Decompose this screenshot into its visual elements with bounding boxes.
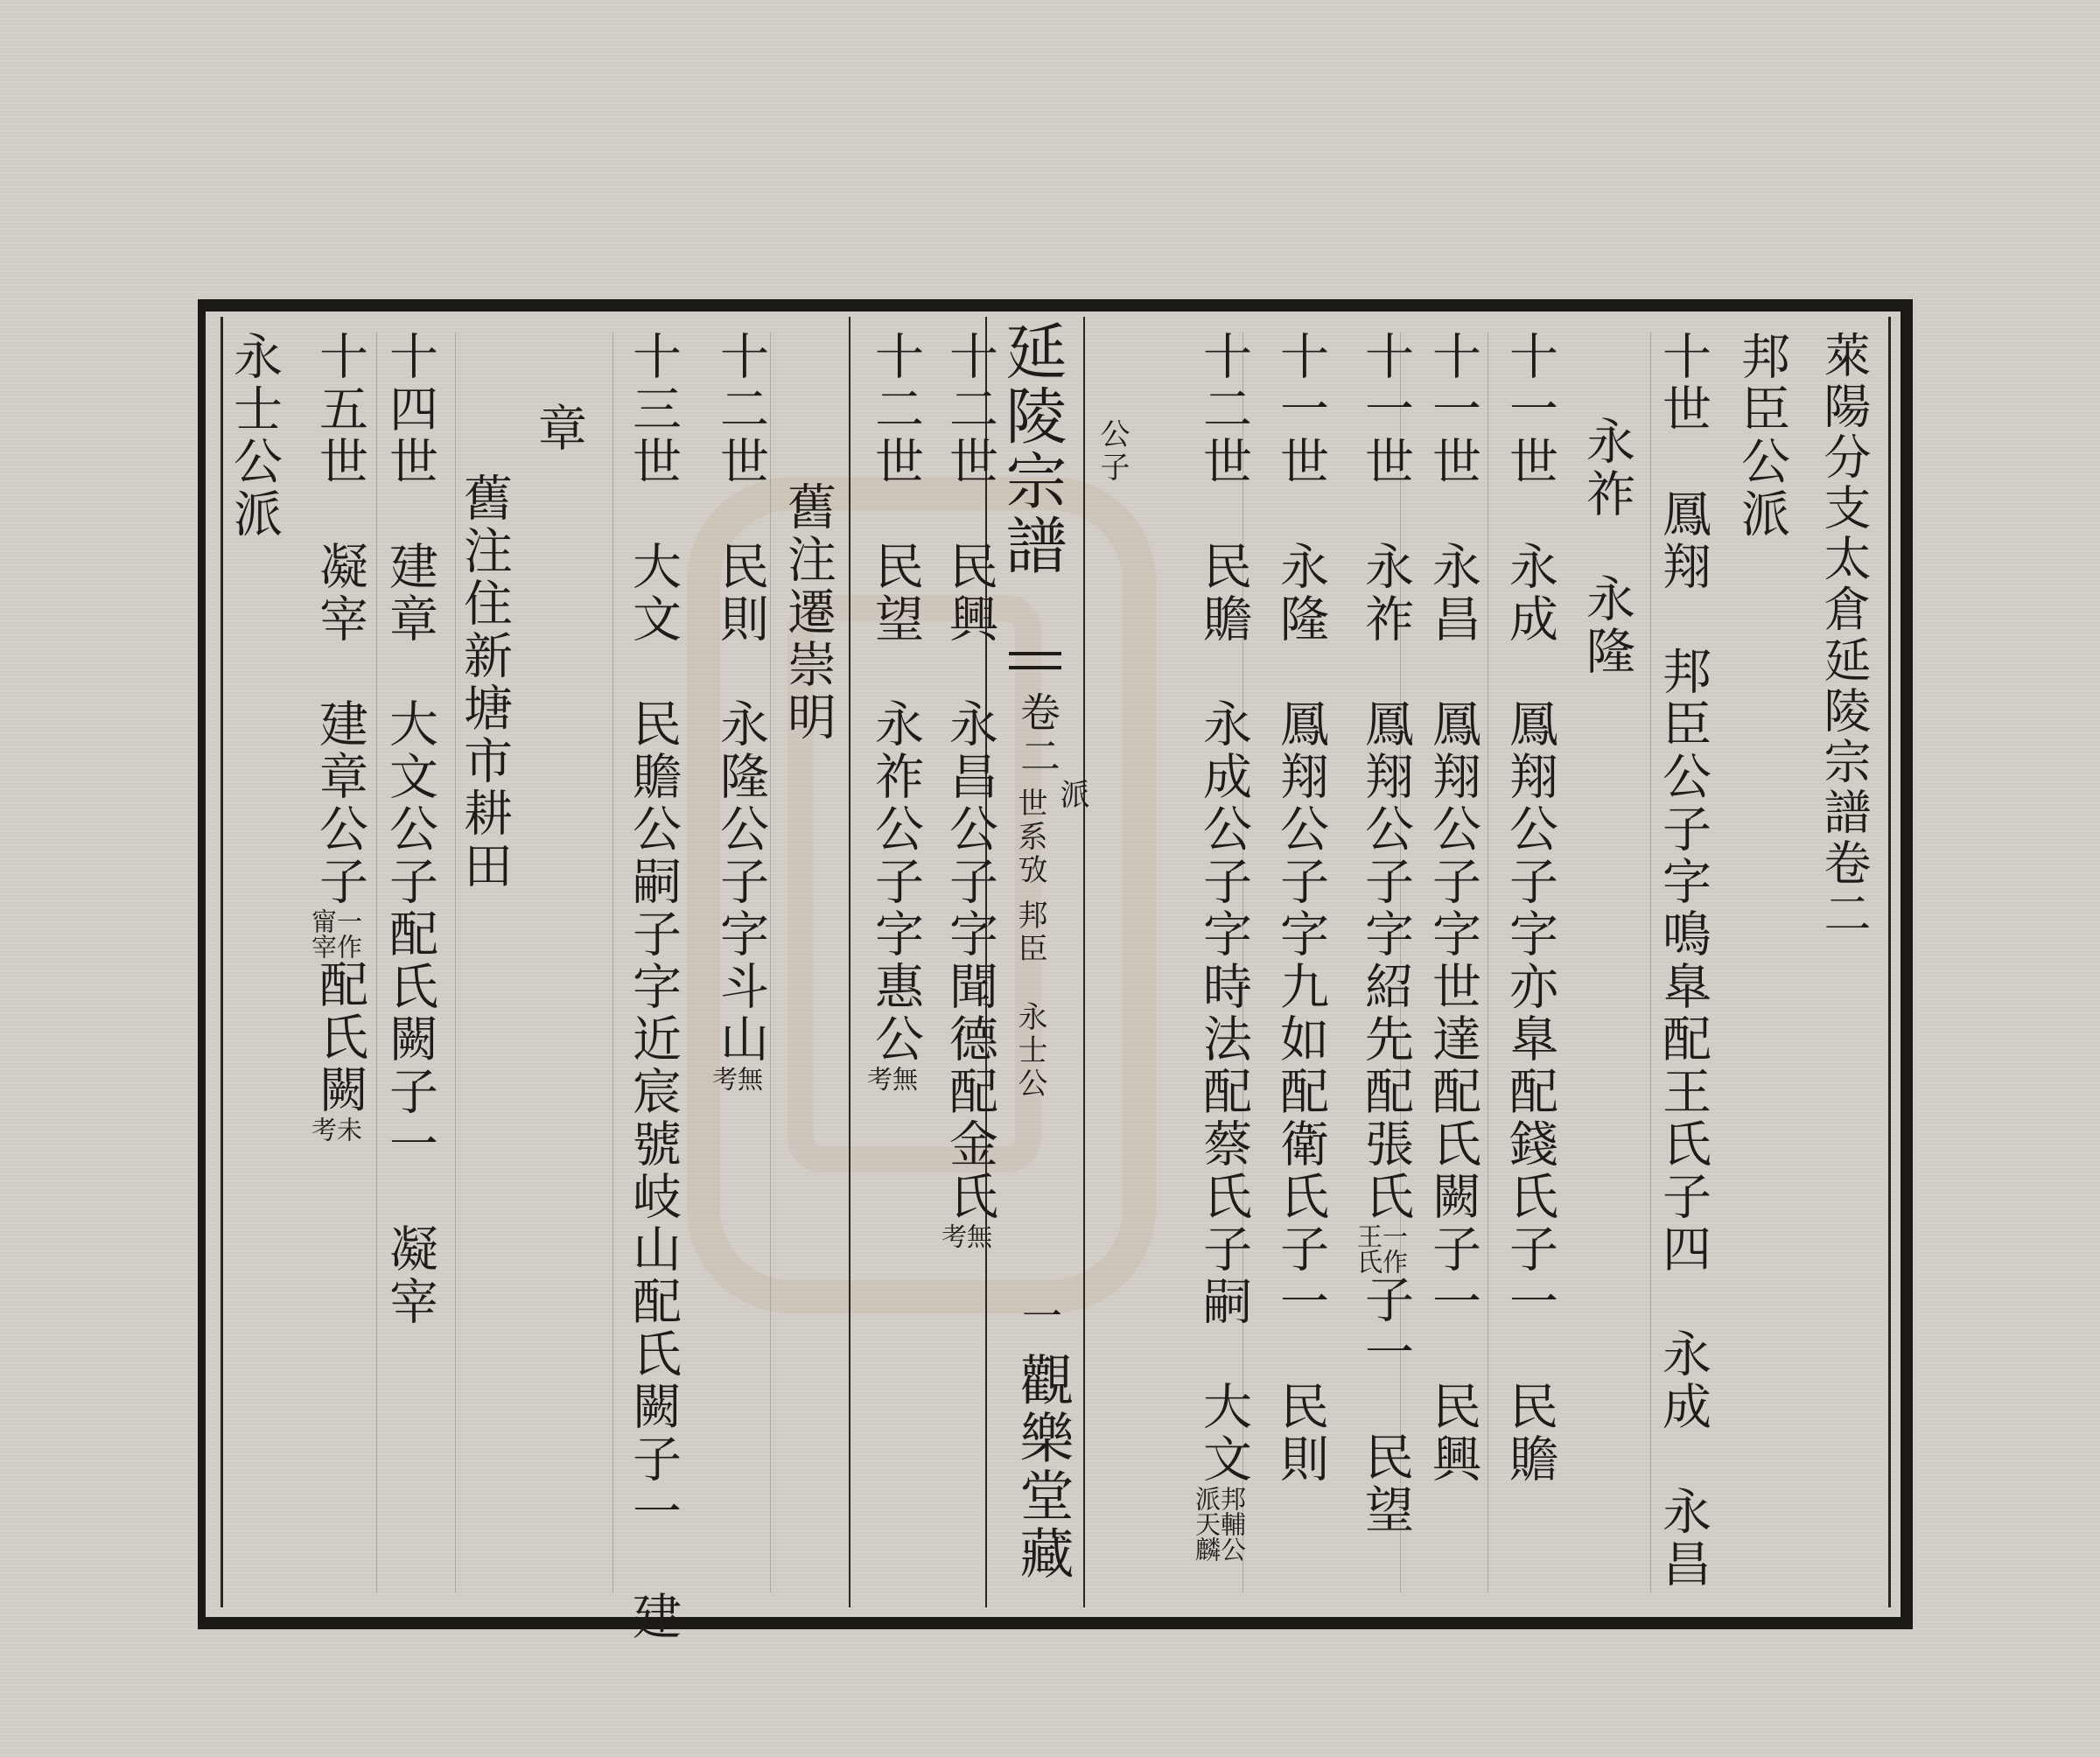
interlinear-note: 無 考 xyxy=(709,1066,764,1091)
person-name: 凝宰 xyxy=(312,541,368,646)
person-name: 民望 xyxy=(867,541,924,646)
entry-text: 大文公子配氏闕子一 xyxy=(382,698,438,1171)
interlinear-note: 無 考 xyxy=(938,1223,993,1249)
entry-text: 永成公子字時法配蔡氏子嗣 xyxy=(1195,698,1252,1328)
entry-text: 建章公子 xyxy=(312,698,368,908)
column-line xyxy=(376,332,377,1592)
children-continued: 永祚 永隆 xyxy=(1578,416,1635,678)
entry-minwang xyxy=(862,331,924,1091)
entry-minshan xyxy=(1190,331,1252,1562)
child-name: 大文 xyxy=(1195,1381,1252,1486)
entry-text: 鳳翔公子字亦臯配錢氏子一 xyxy=(1502,698,1558,1328)
child-name: 永昌 xyxy=(1655,1486,1712,1591)
generation: 十二世 xyxy=(712,331,769,488)
interlinear-note: 無 考 xyxy=(864,1066,919,1091)
entry-text: 鳳翔公子字世達配氏闕子一 xyxy=(1424,698,1481,1328)
entry-dawen xyxy=(625,331,682,1643)
entry-text: 永祚公子字惠公 xyxy=(867,698,924,1066)
entry-text: 永隆公子字斗山 xyxy=(712,698,769,1066)
juan-number: 卷二 xyxy=(1014,691,1061,779)
entry-text: 鳳翔公子字九如配衛氏子一 xyxy=(1272,698,1329,1328)
entry-ningzai xyxy=(306,331,368,1142)
generation: 十一世 xyxy=(1502,331,1558,488)
person-name: 大文 xyxy=(625,541,682,646)
note-chongming: 舊注遷崇明 xyxy=(780,481,836,744)
fishtail-mark xyxy=(1009,652,1061,669)
entry-yongcheng xyxy=(1502,331,1558,1486)
book-title: 延陵宗譜 xyxy=(996,319,1068,578)
generation: 十二世 xyxy=(942,331,998,488)
interlinear-note: 一作 王氏 xyxy=(1354,1223,1409,1274)
person-name: 永昌 xyxy=(1424,541,1481,646)
person-name: 民贍 xyxy=(1195,541,1252,646)
generation: 十世 xyxy=(1655,331,1712,436)
person-name: 鳳翔 xyxy=(1655,488,1712,593)
generation: 十四世 xyxy=(382,331,438,488)
column-line xyxy=(770,332,771,1592)
interlinear-note: 一作 甯宰 xyxy=(308,908,363,959)
entry-minze xyxy=(707,331,769,1091)
child-name: 民興 xyxy=(1424,1381,1481,1486)
entry-yongzuo xyxy=(1352,331,1414,1536)
column-line xyxy=(612,332,613,1592)
section-label: 世系攷邦臣永士公 xyxy=(1012,788,1047,1101)
entry-yongchang xyxy=(1424,331,1481,1486)
child-name: 民贍 xyxy=(1502,1381,1558,1486)
entry-text: 永昌公子字聞德配金氏 xyxy=(942,698,998,1223)
child-name: 建 xyxy=(625,1591,682,1643)
child-name: 民望 xyxy=(1357,1432,1414,1536)
band-rule-left xyxy=(849,317,850,1607)
header-rule xyxy=(1888,317,1891,1607)
person-name: 民則 xyxy=(712,541,769,646)
entry-fengxiang xyxy=(1655,331,1712,1591)
branch-title: 邦臣公派 xyxy=(1733,331,1790,541)
person-name: 永隆 xyxy=(1272,541,1329,646)
person-name: 永祚 xyxy=(1357,541,1414,646)
entry-text: 民贍公嗣子字近宸號岐山配氏闕子一 xyxy=(625,698,682,1538)
generation: 十一世 xyxy=(1424,331,1481,488)
book-header: 萊陽分支太倉延陵宗譜卷二 xyxy=(1816,331,1872,940)
generation: 十二世 xyxy=(1195,331,1252,488)
leaf-number: 一 xyxy=(1016,1295,1063,1339)
hall-name: 觀樂堂藏 xyxy=(1011,1352,1074,1583)
entry-jianzhang xyxy=(382,331,438,1328)
generation: 十一世 xyxy=(1272,331,1329,488)
child-name: 民則 xyxy=(1272,1381,1329,1486)
entry-text-cont: 配氏闕 xyxy=(312,959,368,1116)
generation: 十一世 xyxy=(1357,331,1414,488)
note-xintang: 舊注住新塘市耕田 xyxy=(456,472,513,892)
column-line xyxy=(1650,332,1651,1592)
generation: 十五世 xyxy=(312,331,368,488)
entry-text: 邦臣公子字鳴臯配王氏子四 xyxy=(1655,646,1712,1276)
generation: 十二世 xyxy=(867,331,924,488)
interlinear-note: 未 考 xyxy=(308,1116,363,1142)
interlinear-note: 邦輔公 派天麟 xyxy=(1192,1486,1247,1562)
entry-minxing xyxy=(936,331,998,1249)
left-inner-rule xyxy=(220,317,223,1607)
continuation-zhang: 章 xyxy=(530,402,587,455)
person-name: 民興 xyxy=(942,541,998,646)
person-name: 永成 xyxy=(1502,541,1558,646)
section-tail: 派 xyxy=(1054,779,1089,812)
entry-text: 鳳翔公子字紹先配張氏 xyxy=(1357,698,1414,1223)
continuation-gongzi: 公子 xyxy=(1095,418,1130,485)
person-name: 建章 xyxy=(382,541,438,646)
child-name: 凝宰 xyxy=(382,1223,438,1328)
branch-title-yongshi: 永士公派 xyxy=(226,331,283,541)
entry-yonglong xyxy=(1272,331,1329,1486)
child-name: 永成 xyxy=(1655,1328,1712,1433)
band-rule-outer xyxy=(1083,317,1085,1607)
generation: 十三世 xyxy=(625,331,682,488)
entry-text-cont: 子一 xyxy=(1357,1274,1414,1379)
